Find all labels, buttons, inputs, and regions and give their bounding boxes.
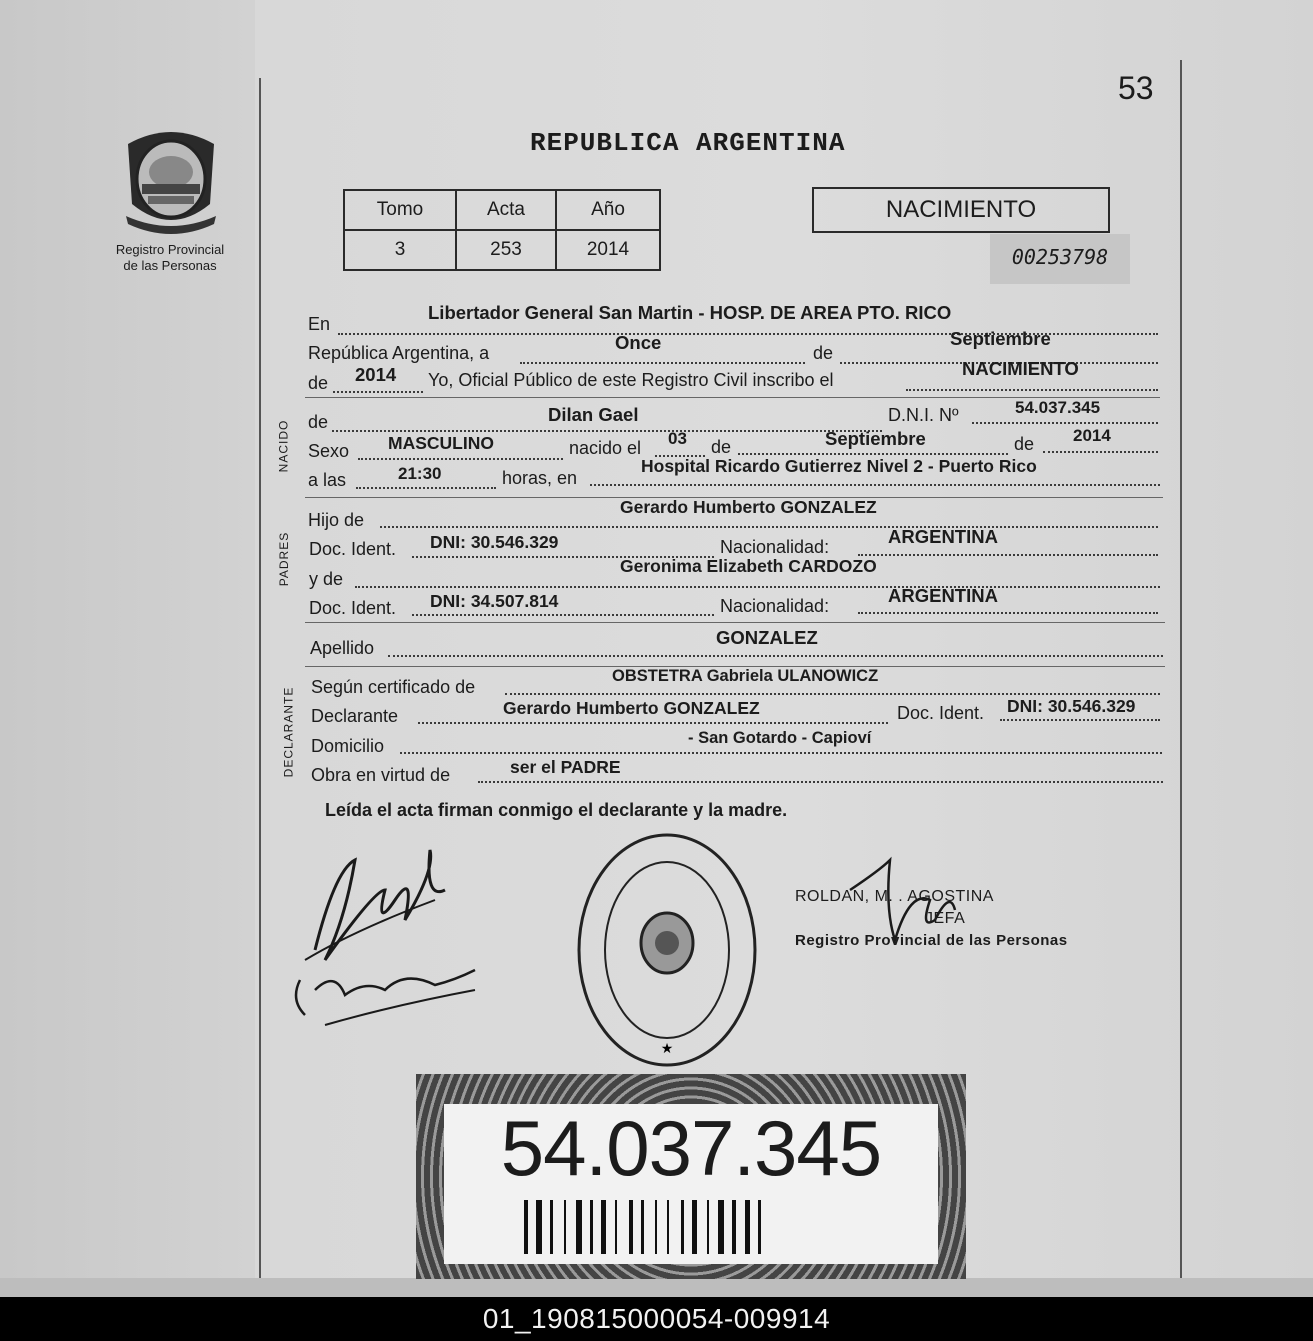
dotted-line [400, 752, 1162, 754]
page-number: 53 [1118, 70, 1154, 106]
dni-label: D.N.I. Nº [888, 405, 959, 425]
barcode-panel [444, 1104, 938, 1264]
registry-label-line2: de las Personas [123, 258, 217, 273]
declarante-label: Declarante [311, 706, 399, 726]
dotted-line [505, 693, 1160, 695]
domicilio-value: - San Gotardo - Capioví [688, 729, 872, 747]
dotted-line [412, 614, 714, 616]
header-anio: Año [556, 190, 660, 230]
misiones-crest-logo [118, 124, 224, 234]
dotted-line [358, 458, 563, 460]
dotted-line [906, 389, 1158, 391]
barcode-number: 54.037.345 [500, 1104, 882, 1192]
obra-label: Obra en virtud de [311, 765, 451, 785]
declarante-value: Gerardo Humberto GONZALEZ [503, 698, 760, 718]
official-name: ROLDAN, M. . AGOSTINA [795, 888, 994, 905]
dia-value: Once [615, 332, 662, 353]
official-office: Registro Provincial de las Personas [795, 932, 1068, 949]
closing-statement: Leída el acta firman conmigo el declarante y la madre. [325, 800, 788, 820]
nac-mes: Septiembre [825, 428, 926, 449]
record-reference-table [343, 189, 661, 271]
registry-oval-stamp [572, 828, 762, 1073]
official-role: JEFA [925, 910, 966, 927]
nac-de2-label: de [1014, 434, 1035, 454]
mes-value: Septiembre [950, 328, 1051, 349]
registry-label-line1: Registro Provincial [115, 242, 225, 257]
padres-side-label: PADRES [277, 531, 292, 587]
de2-label: de [308, 373, 329, 393]
serial-number: 00253798 [990, 234, 1130, 284]
y-de-label: y de [309, 569, 344, 589]
dotted-line [356, 487, 496, 489]
madre-doc: DNI: 34.507.814 [430, 591, 559, 611]
dotted-line [418, 722, 888, 724]
dotted-line [332, 430, 882, 432]
nombre-value: Dilan Gael [548, 404, 639, 425]
madre-nac-label: Nacionalidad: [720, 596, 830, 616]
padre-value: Gerardo Humberto GONZALEZ [620, 497, 877, 517]
dotted-line [738, 453, 1008, 455]
anio-value: 2014 [355, 364, 397, 385]
dotted-line [388, 655, 1163, 657]
horas-en-label: horas, en [502, 468, 578, 488]
svg-text:★: ★ [660, 1041, 674, 1057]
oficial-text: Yo, Oficial Público de este Registro Civil inscribo el [428, 370, 834, 390]
document-heading: REPUBLICA ARGENTINA [530, 128, 846, 158]
dotted-line [858, 612, 1158, 614]
dni-barcode-label [416, 1074, 966, 1279]
official-block [795, 886, 1068, 952]
en-label: En [308, 314, 331, 334]
sexo-label: Sexo [308, 441, 350, 461]
dni-value: 54.037.345 [1015, 398, 1101, 417]
left-border-line [259, 78, 261, 1298]
madre-value: Geronima Elizabeth CARDOZO [620, 556, 877, 576]
dotted-line [520, 362, 805, 364]
obra-value: ser el PADRE [510, 757, 621, 777]
apellido-label: Apellido [310, 638, 375, 658]
dotted-line [333, 391, 423, 393]
hora-value: 21:30 [398, 464, 442, 483]
nacido-el-label: nacido el [569, 438, 642, 458]
a-las-label: a las [308, 470, 347, 490]
decl-doc-value: DNI: 30.546.329 [1007, 696, 1136, 716]
value-tomo: 3 [344, 230, 456, 270]
nacido-side-label: NACIDO [276, 419, 291, 473]
dotted-line [972, 422, 1158, 424]
value-acta: 253 [456, 230, 556, 270]
nombre-label: de [308, 412, 329, 432]
decl-doc-label: Doc. Ident. [897, 703, 985, 723]
barcode-bars [524, 1200, 854, 1254]
domicilio-label: Domicilio [311, 736, 385, 756]
dotted-line [858, 554, 1158, 556]
de-label: de [813, 343, 834, 363]
madre-nac: ARGENTINA [888, 585, 998, 606]
inscribe-value: NACIMIENTO [962, 358, 1079, 379]
section-divider [305, 622, 1165, 623]
bottom-edge-strip [0, 1278, 1313, 1298]
header-tomo: Tomo [344, 190, 456, 230]
nac-de-label: de [711, 437, 732, 457]
apellido-value: GONZALEZ [716, 627, 818, 648]
declarante-side-label: DECLARANTE [281, 686, 296, 778]
nac-dia: 03 [668, 429, 687, 448]
dotted-line [1000, 719, 1160, 721]
padre-doc-label: Doc. Ident. [309, 539, 397, 559]
registry-label [100, 242, 240, 274]
dotted-line [478, 781, 1163, 783]
record-type-box: NACIMIENTO [812, 187, 1110, 233]
dotted-line [355, 586, 1160, 588]
padre-nac-label: Nacionalidad: [720, 537, 830, 557]
certificado-label: Según certificado de [311, 677, 476, 697]
padre-doc: DNI: 30.546.329 [430, 532, 559, 552]
lugar-value: Hospital Ricardo Gutierrez Nivel 2 - Puerto Rico [641, 456, 1037, 476]
header-acta: Acta [456, 190, 556, 230]
hijo-label: Hijo de [308, 510, 365, 530]
dotted-line [380, 526, 1158, 528]
declarant-signatures [285, 830, 485, 1030]
padre-nac: ARGENTINA [888, 526, 998, 547]
dotted-line [590, 484, 1160, 486]
madre-doc-label: Doc. Ident. [309, 598, 397, 618]
en-value: Libertador General San Martin - HOSP. DE AREA PTO. RICO [428, 302, 952, 323]
republica-label: República Argentina, a [308, 343, 490, 363]
scan-file-id: 01_190815000054-009914 [0, 1297, 1313, 1341]
right-border-line [1180, 60, 1182, 1290]
certificado-value: OBSTETRA Gabriela ULANOWICZ [612, 667, 879, 685]
dotted-line [1043, 451, 1158, 453]
sexo-value: MASCULINO [388, 433, 494, 453]
value-anio: 2014 [556, 230, 660, 270]
nac-anio: 2014 [1073, 426, 1111, 445]
